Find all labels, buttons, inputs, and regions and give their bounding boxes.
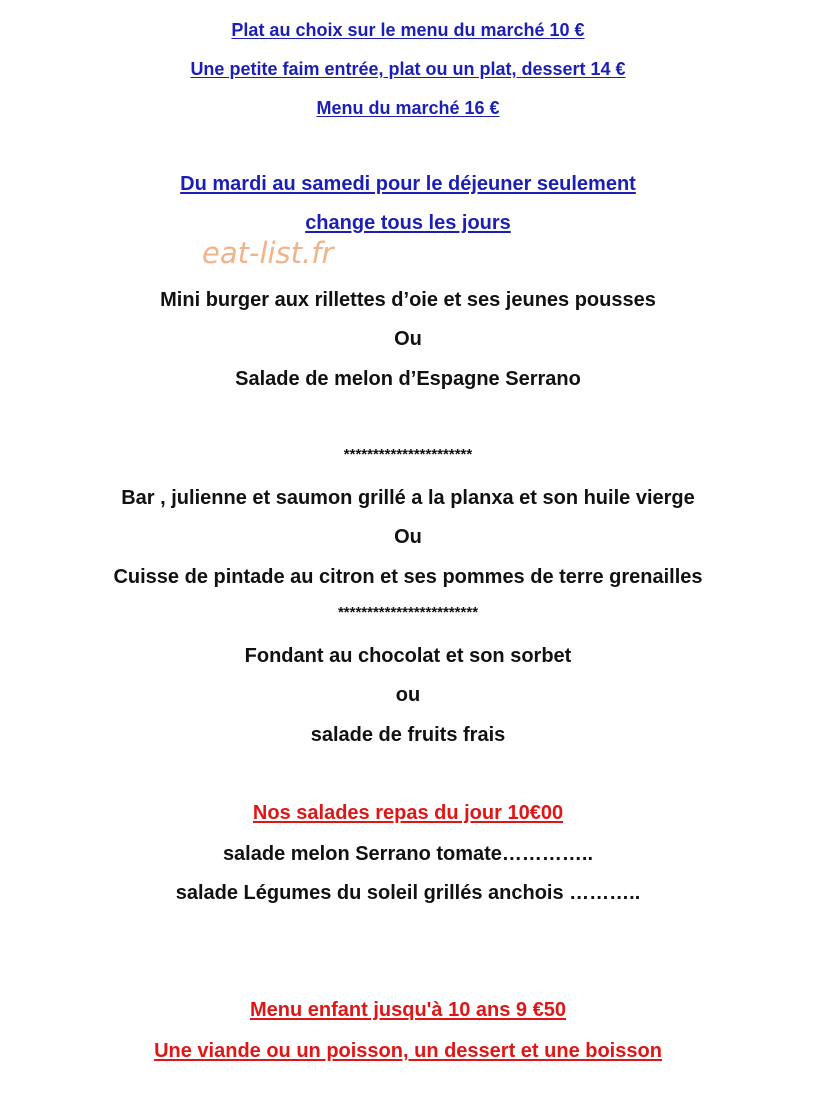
separator-1: **********************: [343, 446, 473, 463]
schedule-line-2: change tous les jours: [305, 212, 511, 234]
menu-price-line-3: Menu du marché 16 €: [316, 98, 500, 118]
menu-price-line-2: Une petite faim entrée, plat ou un plat, dessert 14 €: [190, 59, 626, 79]
salad-item-2: salade Légumes du soleil grillés anchois ………..: [175, 882, 641, 904]
dessert-or: ou: [395, 684, 421, 706]
starter-item-2: Salade de melon d’Espagne Serrano: [235, 368, 581, 390]
salads-title: Nos salades repas du jour 10€00: [252, 802, 564, 824]
starter-or: Ou: [394, 328, 422, 350]
kids-menu-description: Une viande ou un poisson, un dessert et une boisson: [154, 1040, 662, 1062]
main-item-2: Cuisse de pintade au citron et ses pommes de terre grenailles: [113, 566, 703, 588]
kids-menu-title: Menu enfant jusqu'à 10 ans 9 €50: [250, 999, 566, 1021]
separator-2: ************************: [337, 604, 479, 621]
main-or: Ou: [394, 526, 422, 548]
starter-item-1: Mini burger aux rillettes d’oie et ses jeunes pousses: [160, 289, 656, 311]
main-item-1: Bar , julienne et saumon grillé a la planxa et son huile vierge: [121, 487, 695, 509]
watermark: eat-list.fr: [202, 236, 334, 270]
menu-price-line-1: Plat au choix sur le menu du marché 10 €: [231, 20, 585, 40]
schedule-line-1: Du mardi au samedi pour le déjeuner seulement: [180, 173, 636, 195]
dessert-item-2: salade de fruits frais: [310, 724, 506, 746]
salad-item-1: salade melon Serrano tomate…………..: [222, 843, 594, 865]
dessert-item-1: Fondant au chocolat et son sorbet: [244, 645, 572, 667]
